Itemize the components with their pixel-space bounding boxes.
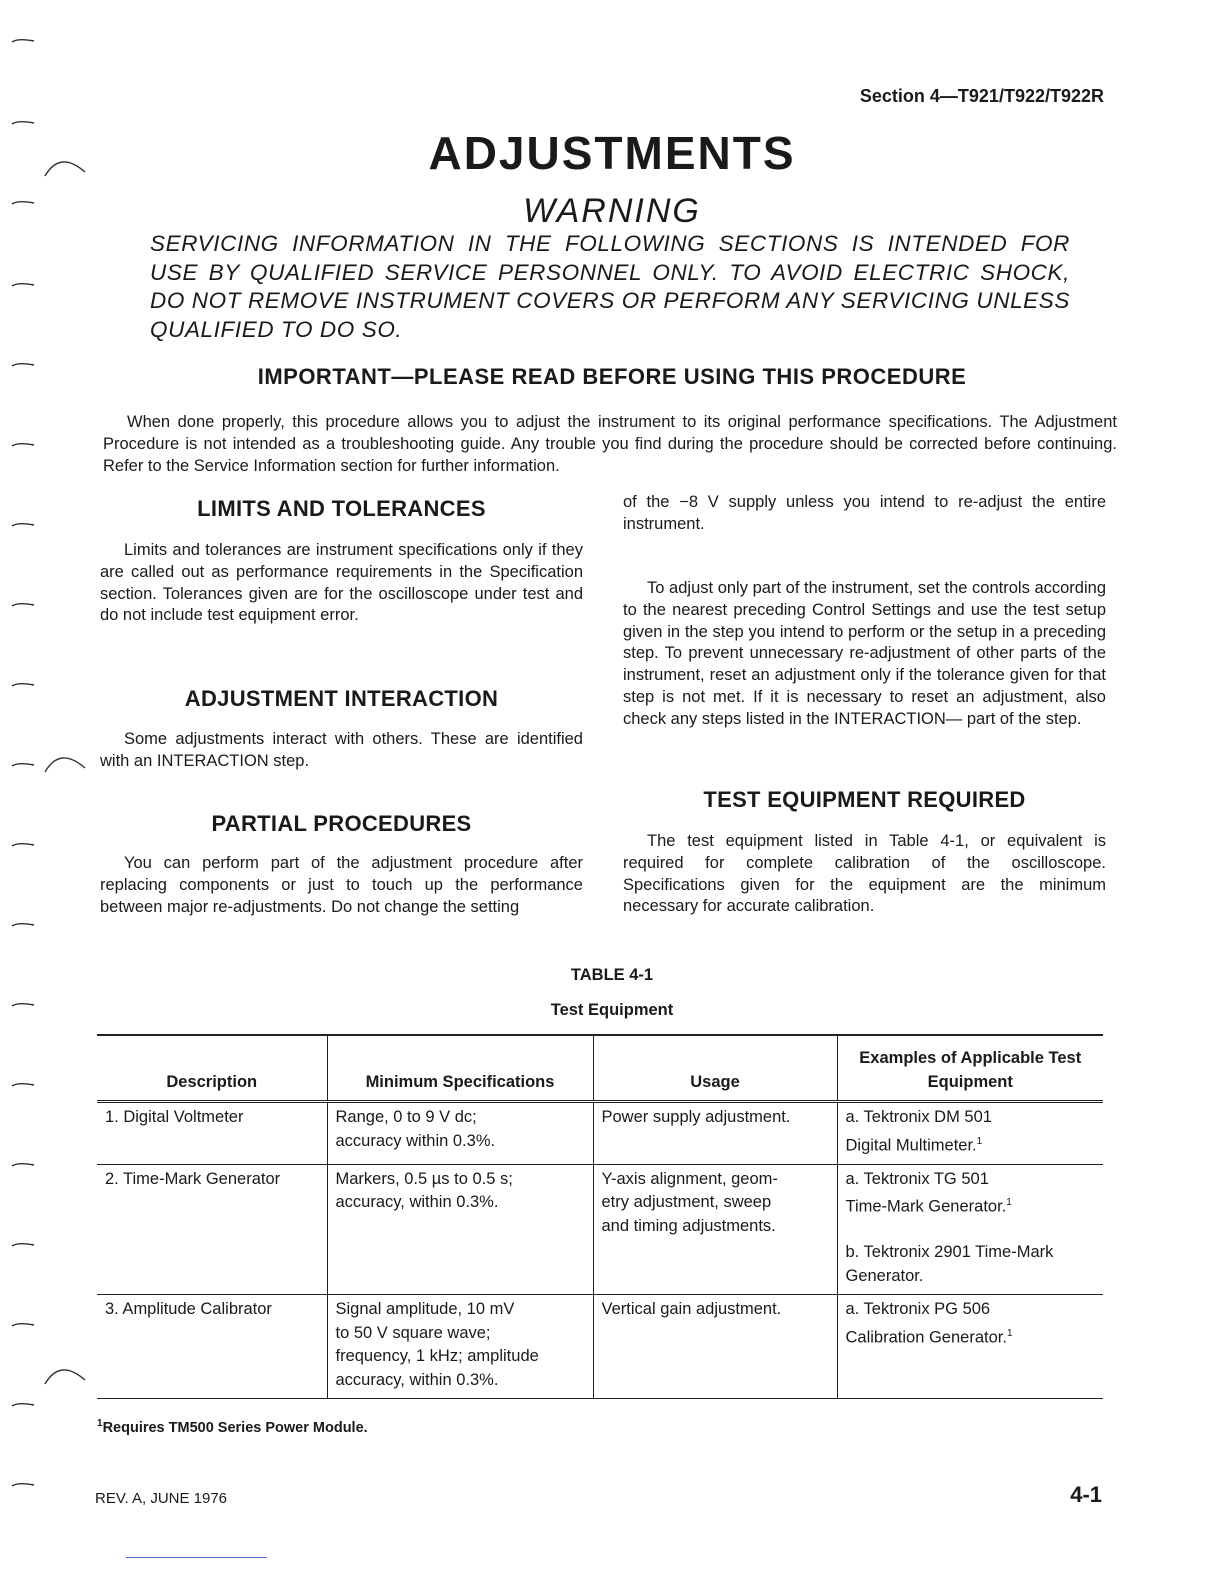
example-text: Time-Mark Generator.	[845, 1197, 1007, 1216]
cell-description: 3. Amplitude Calibrator	[97, 1295, 327, 1399]
example-text: Calibration Generator.	[845, 1328, 1007, 1346]
interaction-paragraph: Some adjustments interact with others. These are identified with an INTERACTION step.	[100, 730, 583, 770]
spec-line: frequency, 1 kHz; amplitude	[335, 1347, 539, 1365]
cell-usage	[593, 1295, 837, 1399]
limits-text	[100, 540, 583, 627]
cell-description: 1. Digital Voltmeter	[97, 1102, 327, 1165]
example-line	[846, 1322, 1096, 1350]
table-label: TABLE 4-1	[570, 966, 654, 984]
cell-examples	[837, 1164, 1103, 1295]
cell-examples	[837, 1295, 1103, 1399]
example-line: Generator.	[845, 1266, 924, 1285]
cell-usage	[593, 1102, 837, 1165]
partial-paragraph-1: You can perform part of the adjustment procedure after replacing components or just to touch up the performance between major re-adjustments. Do not change the setting	[100, 854, 583, 916]
table-footnote	[97, 1418, 368, 1436]
footnote-ref: 1	[1006, 1327, 1013, 1339]
partial-paragraph-2: To adjust only part of the instrument, set the controls according to the nearest preceding Control Settings and use the test setup given in the step you intend to perform or the setup in a preceding step. To prevent unnecessary re-adjustment of other parts of the instrument, reset an adjustment only if the tolerance given for that step is not met. If it is necessary to reset an adjustment, also check any steps listed in the INTERACTION— part of the step.	[623, 579, 1106, 728]
column-header-usage: Usage	[593, 1035, 837, 1102]
table-caption: Test Equipment	[550, 1001, 674, 1019]
test-equipment-text	[623, 831, 1106, 918]
page-title: ADJUSTMENTS	[428, 127, 796, 179]
test-equipment-paragraph: The test equipment listed in Table 4-1, or equivalent is required for complete calibration of the oscilloscope. Specifications given for the equipment are the minimum necessary for accurate calibration.	[623, 832, 1106, 916]
binder-margin-marks	[0, 0, 100, 1584]
example-line: a. Tektronix TG 501	[845, 1169, 989, 1188]
cell-usage	[593, 1164, 837, 1295]
cell-specs	[327, 1295, 593, 1399]
column-header-examples: Examples of Applicable Test Equipment	[837, 1035, 1103, 1102]
footnote-mark: 1	[97, 1418, 103, 1429]
section-header: Section 4—T921/T922/T922R	[859, 86, 1104, 106]
usage-line: Vertical gain adjustment.	[601, 1300, 782, 1318]
spec-line: accuracy, within 0.3%.	[335, 1193, 499, 1211]
interaction-heading: ADJUSTMENT INTERACTION	[184, 686, 499, 711]
interaction-text	[100, 729, 583, 773]
example-line: a. Tektronix PG 506	[845, 1300, 991, 1318]
usage-line: etry adjustment, sweep	[601, 1193, 772, 1211]
partial-text	[100, 853, 583, 918]
table-row	[97, 1164, 1103, 1295]
usage-line: Power supply adjustment.	[601, 1108, 791, 1126]
column-header-description: Description	[97, 1035, 327, 1102]
warning-title: WARNING	[523, 192, 701, 230]
spec-line: accuracy, within 0.3%.	[335, 1370, 499, 1389]
example-line	[846, 1191, 1096, 1219]
partial-paragraph-1-cont: of the −8 V supply unless you intend to re-adjust the entire instrument.	[623, 493, 1106, 533]
limits-heading: LIMITS AND TOLERANCES	[197, 496, 486, 521]
important-text: When done properly, this procedure allows you to adjust the instrument to its original performance specifications. The Adjustment Procedure is not intended as a troubleshooting guide. Any trouble you find during the procedure should be corrected before continuing. Refer to the Service Information section for further information.	[103, 413, 1117, 475]
test-equipment-heading: TEST EQUIPMENT REQUIRED	[703, 787, 1026, 812]
cell-examples	[837, 1102, 1103, 1165]
example-spacer	[846, 1219, 1096, 1241]
cell-specs	[327, 1164, 593, 1295]
usage-line: and timing adjustments.	[601, 1216, 776, 1235]
table-header-row	[97, 1035, 1103, 1102]
example-text: Digital Multimeter.	[845, 1136, 977, 1154]
page-number: 4-1	[1070, 1482, 1102, 1507]
example-line	[846, 1130, 1096, 1158]
partial-heading: PARTIAL PROCEDURES	[211, 811, 472, 836]
spec-line: Signal amplitude, 10 mV	[335, 1300, 515, 1318]
cell-specs	[327, 1102, 593, 1165]
test-equipment-table	[97, 1034, 1103, 1399]
table-row	[97, 1102, 1103, 1165]
cell-description: 2. Time-Mark Generator	[97, 1164, 327, 1295]
scan-edge-line	[126, 1557, 267, 1558]
example-line: b. Tektronix 2901 Time-Mark	[845, 1243, 1054, 1261]
table-row	[97, 1295, 1103, 1399]
spec-line: to 50 V square wave;	[335, 1323, 491, 1342]
partial-text-continued	[623, 492, 1106, 536]
footnote-text: Requires TM500 Series Power Module.	[102, 1419, 368, 1436]
example-line: a. Tektronix DM 501	[845, 1108, 992, 1126]
footnote-ref: 1	[1006, 1197, 1012, 1208]
usage-line: Y-axis alignment, geom-	[601, 1169, 778, 1188]
spec-line: Range, 0 to 9 V dc;	[335, 1108, 477, 1126]
partial-text-2	[623, 578, 1106, 731]
warning-text: SERVICING INFORMATION IN THE FOLLOWING SECTIONS IS INTENDED FOR USE BY QUALIFIED SERVICE PERSONNEL ONLY. TO AVOID ELECTRIC SHOCK, DO NOT REMOVE INSTRUMENT COVERS OR PERFORM ANY SERVICING UNLESS QUALIFIED TO DO SO.	[150, 231, 1071, 342]
spec-line: accuracy within 0.3%.	[335, 1131, 496, 1150]
footnote-ref: 1	[976, 1135, 983, 1147]
spec-line: Markers, 0.5 µs to 0.5 s;	[335, 1169, 513, 1188]
important-heading: IMPORTANT—PLEASE READ BEFORE USING THIS PROCEDURE	[257, 364, 967, 389]
revision-date: REV. A, JUNE 1976	[95, 1490, 228, 1507]
column-header-specs: Minimum Specifications	[327, 1035, 593, 1102]
limits-paragraph: Limits and tolerances are instrument specifications only if they are called out as performance requirements in the Specification section. Tolerances given are for the oscilloscope under test and do not include test equipment error.	[100, 541, 583, 625]
